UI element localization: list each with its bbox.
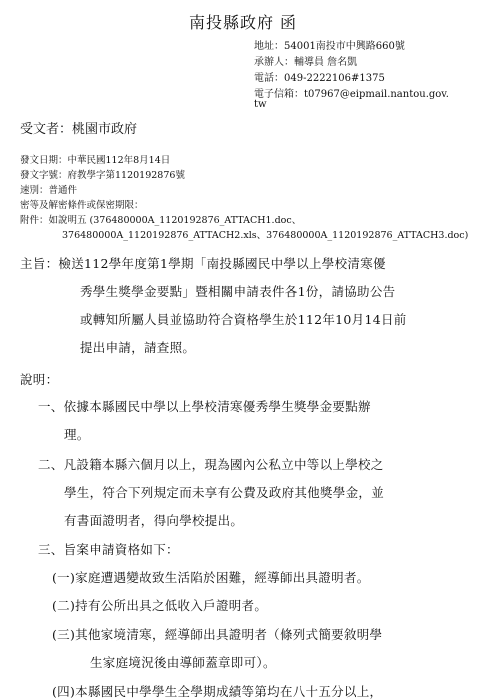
explanation-heading: 說明： xyxy=(20,372,59,387)
item1-line1: 一、依據本縣國民中學以上學校清寒優秀學生獎學金要點辦 xyxy=(38,399,371,414)
issue-number: 發文字號：府教學字第1120192876號 xyxy=(20,170,185,181)
recipient: 受文者：桃園市政府 xyxy=(20,122,138,137)
attachment-line2: 376480000A_1120192876_ATTACH2.xls、376480000A_1120192876_ATTACH3.doc) xyxy=(62,230,469,241)
subject-line2: 秀學生獎學金要點」暨相關申請表件各1份，請協助公告 xyxy=(80,284,396,299)
subject-line1: 主旨：檢送112學年度第1學期「南投縣國民中學以上學校清寒優 xyxy=(20,256,386,271)
sub-item3-line2: 生家庭境況後由導師蓋章即可）。 xyxy=(90,655,276,670)
attachment-line1: 附件：如說明五 (376480000A_1120192876_ATTACH1.doc、 xyxy=(20,215,302,226)
item1-line2: 理。 xyxy=(64,427,90,442)
item2-line2: 學生，符合下列規定而未享有公費及政府其他獎學金，並 xyxy=(64,485,385,500)
sender-phone: 電話：049-2222106#1375 xyxy=(254,73,385,84)
secrecy-class: 密等及解密條件或保密期限： xyxy=(20,200,144,211)
sub-item1: (一)家庭遭遇變故致生活陷於困難，經導師出具證明者。 xyxy=(52,570,370,585)
sender-email-line1: 電子信箱：t07967@eipmail.nantou.gov. xyxy=(254,89,449,100)
sender-address: 地址：54001南投市中興路660號 xyxy=(254,41,405,52)
item2-line1: 二、凡設籍本縣六個月以上，現為國內公私立中等以上學校之 xyxy=(38,457,384,472)
sub-item4-line1: (四)本縣國民中學學生全學期成績等第均在八十五分以上， xyxy=(52,684,383,699)
sender-handler: 承辦人：輔導員 詹名凱 xyxy=(254,57,358,68)
issue-date: 發文日期：中華民國112年8月14日 xyxy=(20,155,171,166)
subject-line3: 或轉知所屬人員並協助符合資格學生於112年10月14日前 xyxy=(80,312,407,327)
subject-line4: 提出申請，請查照。 xyxy=(80,340,196,355)
speed-class: 速別：普通件 xyxy=(20,185,78,196)
sender-email-line2: tw xyxy=(254,99,267,110)
sub-item2: (二)持有公所出具之低收入戶證明者。 xyxy=(52,598,268,613)
item2-line3: 有書面證明者，得向學校提出。 xyxy=(64,513,244,528)
sub-item3-line1: (三)其他家境清寒，經導師出具證明者（條列式簡要敘明學 xyxy=(52,627,383,642)
item3: 三、旨案申請資格如下： xyxy=(38,542,179,557)
document-title: 南投縣政府 函 xyxy=(188,13,298,32)
